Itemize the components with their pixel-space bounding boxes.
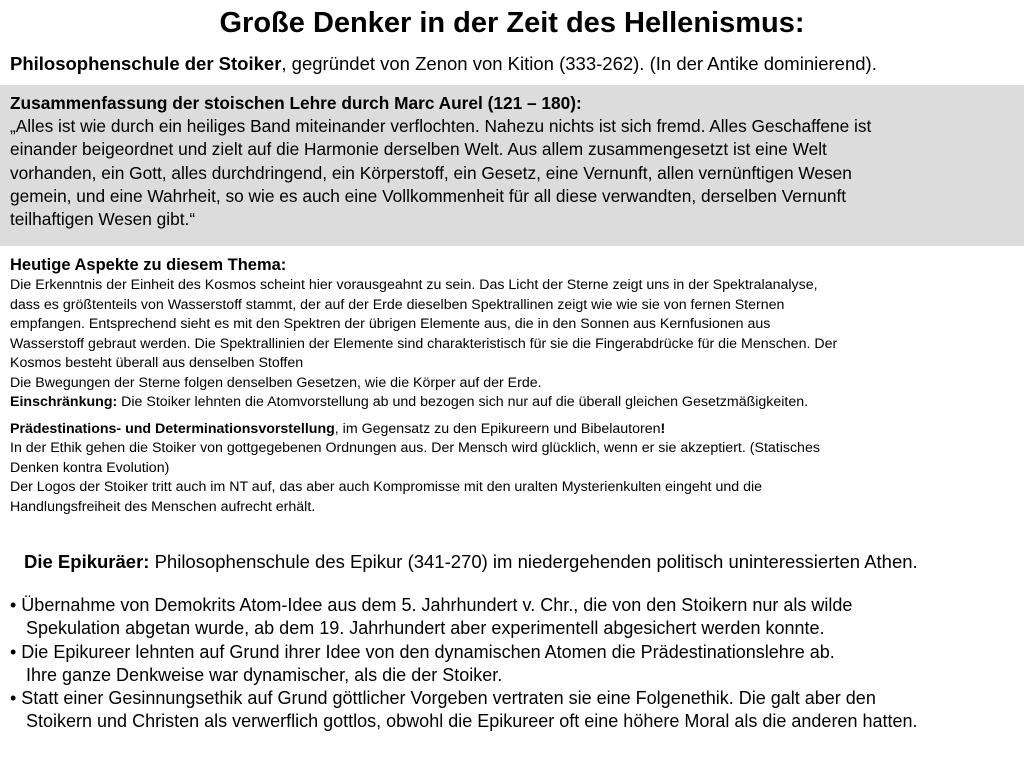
predestination-line: Handlungsfreiheit des Menschen aufrecht erhält. — [10, 498, 316, 515]
predestination-heading-end: ! — [660, 420, 666, 437]
bullet-item-continuation: Stoikern und Christen als verwerflich gottlos, obwohl die Epikureer oft eine höhere Moral als die anderen hatten. — [26, 711, 918, 732]
aspects-line: dass es größtenteils von Wasserstoff stammt, der auf der Erde dieselben Spektrallinen zeigt wie wie sie von fernen Sternen — [10, 296, 785, 313]
modern-aspects-section — [10, 255, 1018, 517]
predestination-heading-text: , im Gegensatz zu den Epikureern und Bibelautoren — [334, 420, 661, 437]
bullet-item-continuation: Spekulation abgetan wurde, ab dem 19. Jahrhundert aber experimentell abgesichert werden konnte. — [26, 618, 825, 639]
quote-heading: Zusammenfassung der stoischen Lehre durch Marc Aurel (121 – 180): — [10, 93, 582, 113]
epicureans-bullet-list — [10, 594, 1020, 734]
epicureans-intro-bold: Die Epikuräer: — [24, 551, 150, 572]
bullet-item: • Statt einer Gesinnungsethik auf Grund göttlicher Vorgeben vertraten sie eine Folgenethik. Die galt aber den — [10, 688, 876, 709]
predestination-heading — [10, 420, 1018, 440]
predestination-line: In der Ethik gehen die Stoiker von gottgegebenen Ordnungen aus. Der Mensch wird glücklich, wenn er sie akzeptiert. (Statisches — [10, 440, 820, 456]
restriction-label: Einschränkung: — [10, 394, 118, 410]
stoics-intro-bold: Philosophenschule der Stoiker — [10, 53, 282, 74]
quote-content — [10, 92, 1018, 231]
predestination-heading-bold: Prädestinations- und Determinationsvorstellung — [10, 420, 335, 437]
aspects-line: Wasserstoff gebraut werden. Die Spektrallinien der Elemente sind charakteristisch für sie die Fingerabdrücke für die Menschen. Der — [10, 335, 838, 352]
quote-line: vorhanden, ein Gott, alles durchdringend, ein Körperstoff, ein Gesetz, eine Vernunft, allen vernünftigen Wesen — [10, 162, 852, 183]
aspects-heading: Heutige Aspekte zu diesem Thema: — [10, 256, 287, 274]
aspects-line: empfangen. Entsprechend sieht es mit den Spektren der übrigen Elemente aus, die in den Sonnen aus Kernfusionen aus — [10, 316, 771, 332]
quote-line: teilhaftigen Wesen gibt.“ — [10, 209, 196, 230]
predestination-line: Denken kontra Evolution) — [10, 459, 170, 476]
quote-line: einander beigeordnet und zielt auf die Harmonie derselben Welt. Aus allem zusammengesetzt ist eine Welt — [10, 139, 827, 160]
bullet-item: • Übernahme von Demokrits Atom-Idee aus dem 5. Jahrhundert v. Chr., die von den Stoikern nur als wilde — [10, 595, 853, 615]
predestination-line: Der Logos der Stoiker tritt auch im NT auf, das aber auch Kompromisse mit den uralten Mysterienkulten eingeht und die — [10, 479, 763, 495]
page-title: Große Denker in der Zeit des Hellenismus: — [219, 7, 805, 39]
stoics-intro-text: , gegründet von Zenon von Kition (333-262). (In der Antike dominierend). — [281, 53, 877, 74]
epicureans-intro-text: Philosophenschule des Epikur (341-270) im niedergehenden politisch uninteressierten Athen. — [149, 551, 918, 572]
aspects-line: Die Erkenntnis der Einheit des Kosmos scheint hier vorausgeahnt zu sein. Das Licht der Sterne zeigt uns in der Spektralanalyse, — [10, 277, 818, 293]
quote-line: „Alles ist wie durch ein heiliges Band miteinander verflochten. Nahezu nichts ist sich fremd. Alles Geschaffene ist — [10, 116, 872, 137]
stoics-intro — [10, 52, 1020, 76]
restriction-line — [10, 393, 1018, 413]
marc-aurel-quote-box — [0, 85, 1024, 246]
aspects-line: Die Bwegungen der Sterne folgen denselben Gesetzen, wie die Körper auf der Erde. — [10, 374, 542, 391]
aspects-line: Kosmos besteht überall aus denselben Stoffen — [10, 355, 304, 371]
bullet-item-continuation: Ihre ganze Denkweise war dynamischer, als die der Stoiker. — [26, 664, 503, 685]
epicureans-intro — [24, 549, 1014, 575]
quote-line: gemein, und eine Wahrheit, so wie es auch eine Vollkommenheit für all diese verwandten, derselben Vernunft — [10, 185, 847, 206]
restriction-text: Die Stoiker lehnten die Atomvorstellung ab und bezogen sich nur auf die überall gleichen Gesetzmäßigkeiten. — [117, 394, 809, 410]
bullet-item: • Die Epikureer lehnten auf Grund ihrer Idee von den dynamischen Atomen die Prädestinationslehre ab. — [10, 641, 835, 662]
